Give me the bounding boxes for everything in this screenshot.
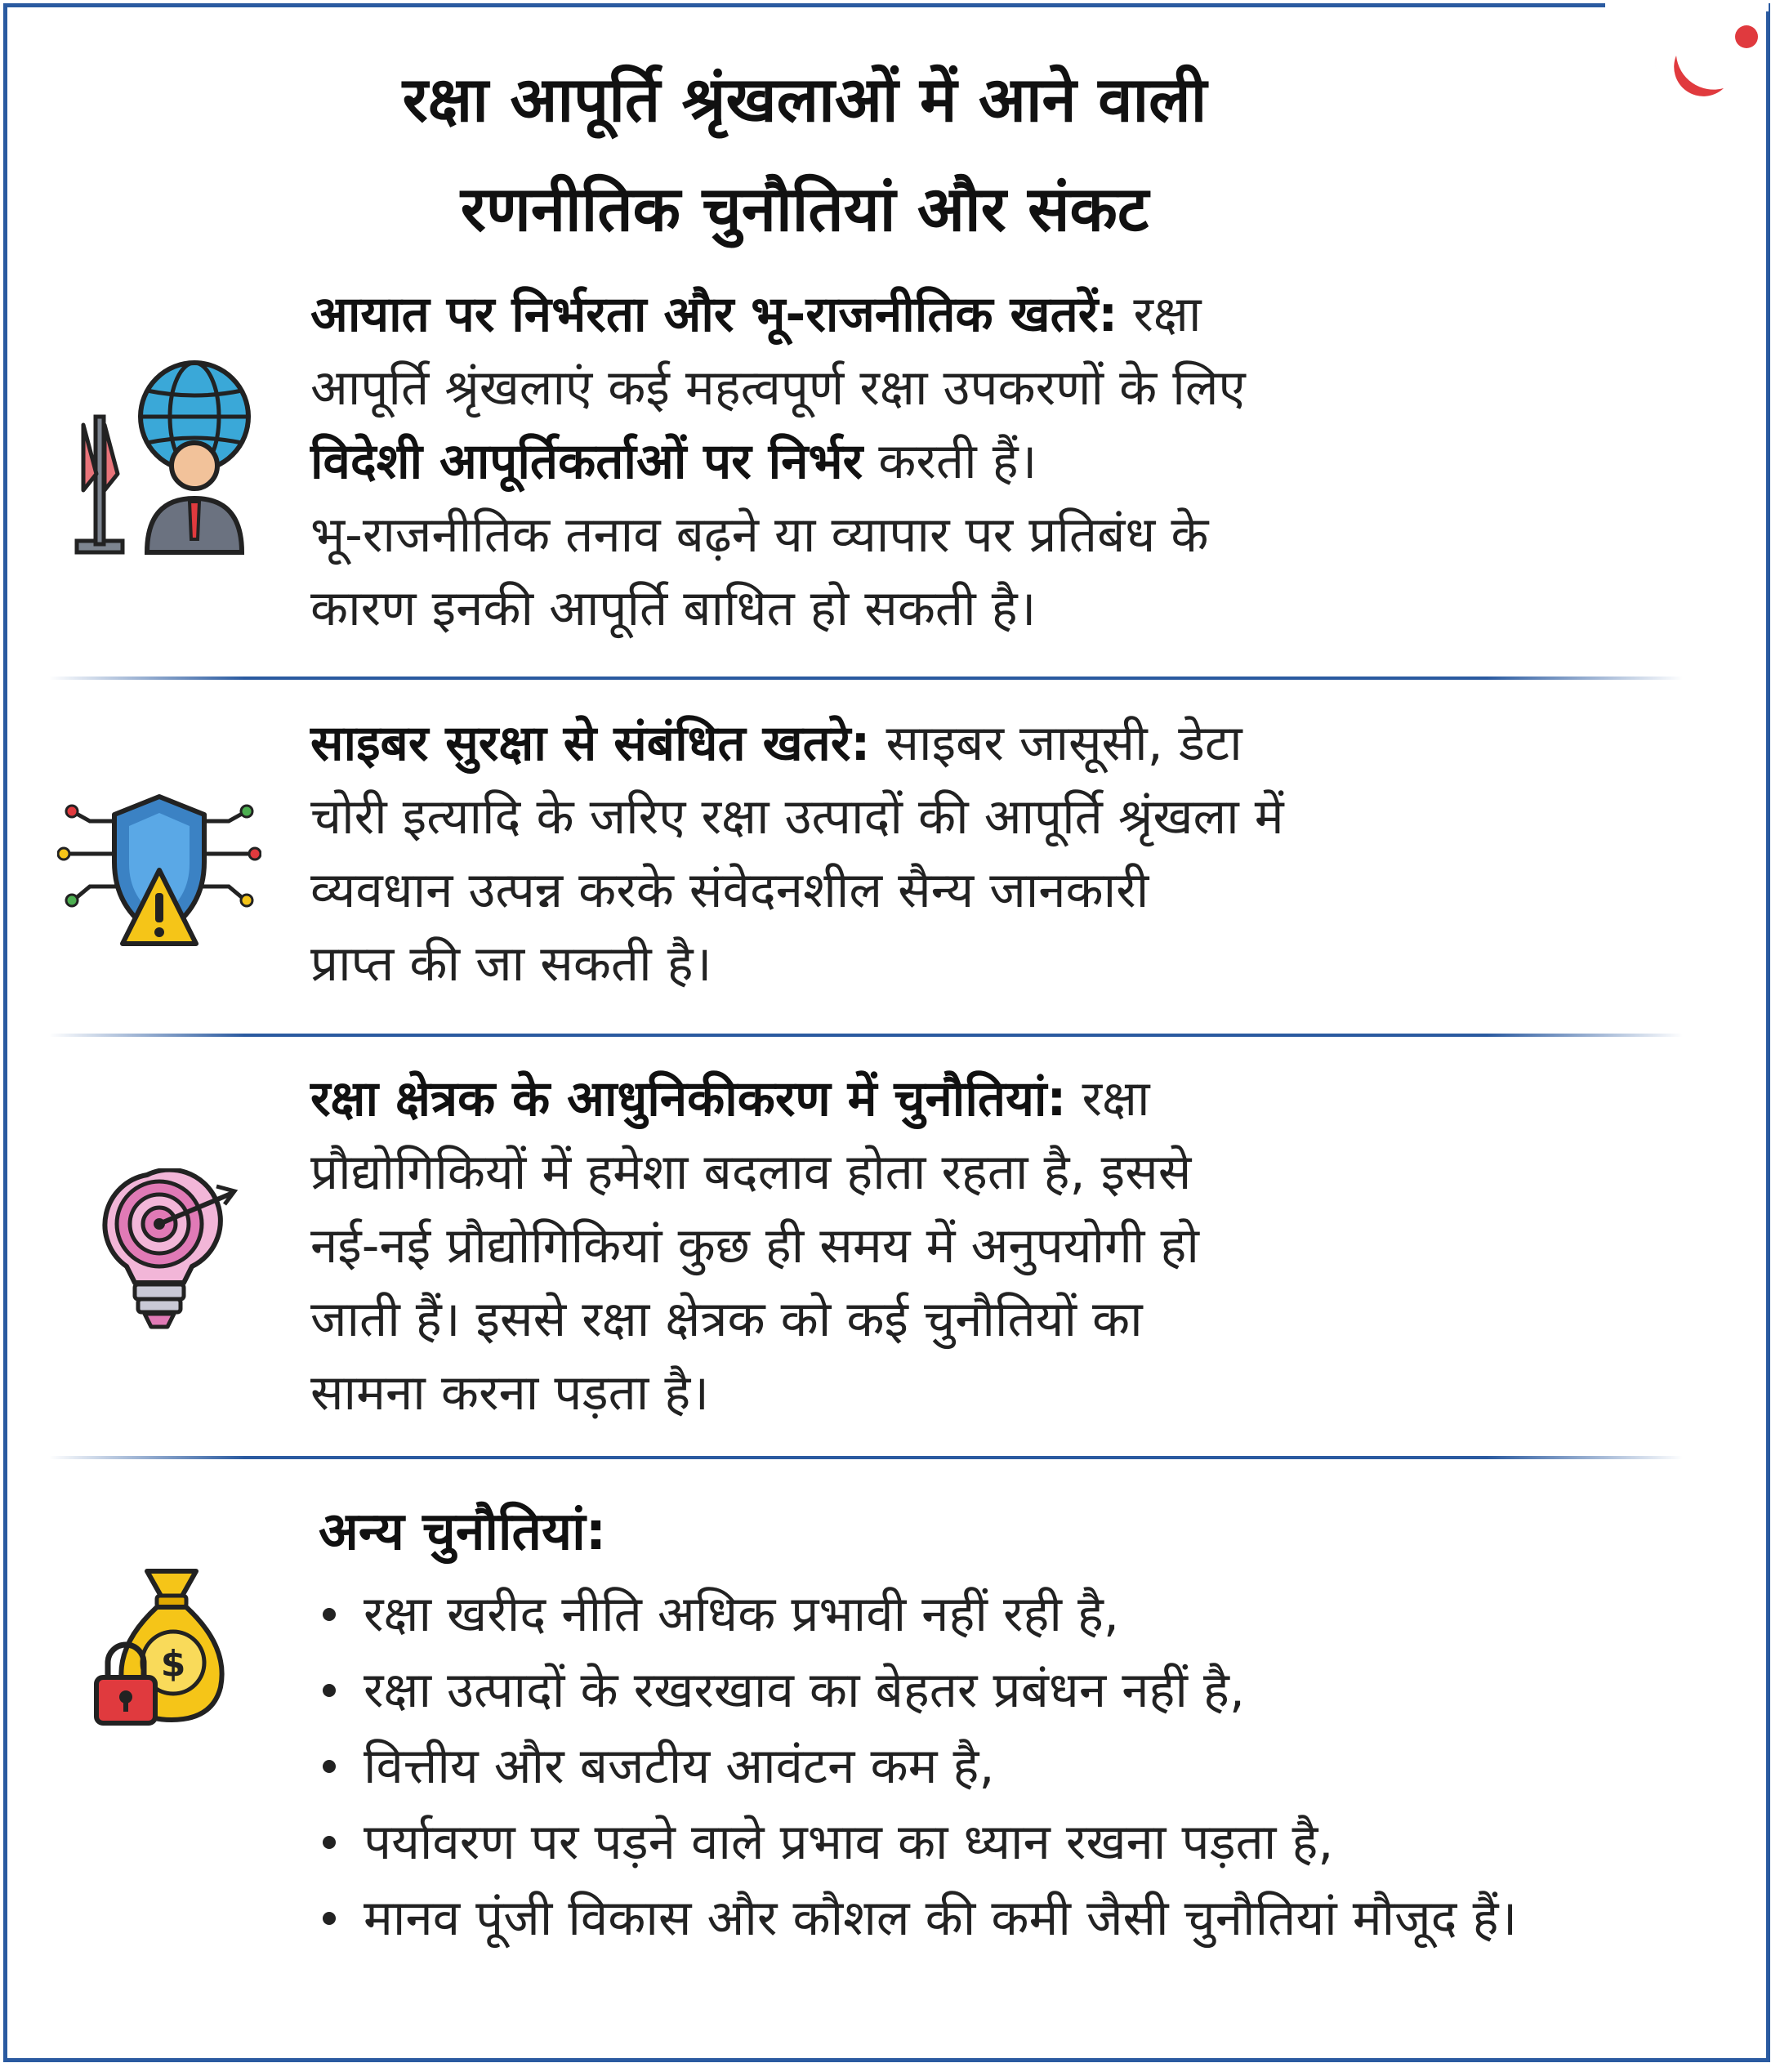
- section-2-line-2: चोरी इत्यादि के जरिए रक्षा उत्पादों की आपूर्ति श्रृंखला में: [310, 788, 1284, 846]
- list-item-text: रक्षा उत्पादों के रखरखाव का बेहतर प्रबंधन नहीं है,: [364, 1662, 1245, 1719]
- brand-logo-icon: [1626, 8, 1773, 114]
- cyber-shield-warning-icon: [57, 788, 261, 952]
- list-item-text: पर्यावरण पर पड़ने वाले प्रभाव का ध्यान रखना पड़ता है,: [364, 1814, 1334, 1871]
- list-item-text: रक्षा खरीद नीति अधिक प्रभावी नहीं रही है,: [364, 1586, 1119, 1643]
- svg-text:$: $: [160, 1643, 186, 1685]
- section-2-line-1: [310, 707, 1732, 780]
- bullet-dot: [323, 1760, 336, 1773]
- section-1-line-2: आपूर्ति श्रृंखलाएं कई महत्वपूर्ण रक्षा उपकरणों के लिए: [310, 359, 1246, 417]
- section-1-line-5: कारण इनकी आपूर्ति बाधित हो सकती है।: [310, 580, 1037, 637]
- section-divider: [49, 1456, 1683, 1459]
- section-3-line-5: सामना करना पड़ता है।: [310, 1364, 710, 1422]
- section-1-heading: आयात पर निर्भरता और भू-राजनीतिक खतरें:: [310, 286, 1118, 343]
- section-divider: [49, 1034, 1683, 1037]
- page-title: [212, 45, 1397, 264]
- section-1-line-3: [310, 425, 1732, 498]
- bullet-dot: [323, 1608, 336, 1621]
- globe-person-flag-icon: [65, 351, 253, 556]
- section-3-line-3: नई-नई प्रौद्योगिकियां कुछ ही समय में अनुपयोगी हो: [310, 1217, 1199, 1275]
- bullet-dot: [323, 1836, 336, 1849]
- list-item: [319, 1653, 1756, 1729]
- bullet-dot: [323, 1684, 336, 1697]
- section-3-line-2: प्रौद्योगिकियों में हमेशा बदलाव होता रहता है, इससे: [310, 1144, 1192, 1201]
- section-2-text: साइबर जासूसी, डेटा: [870, 715, 1242, 772]
- list-item: [319, 1881, 1756, 1957]
- section-1-text: करती हैं।: [863, 433, 1037, 490]
- section-1-text: रक्षा: [1118, 286, 1202, 343]
- section-1-line-1: [310, 278, 1732, 351]
- money-bag-lock-icon: [90, 1565, 229, 1728]
- section-modernization: [310, 1062, 1732, 1430]
- title-line-1: रक्षा आपूर्ति श्रृंखलाओं में आने वाली: [402, 63, 1207, 136]
- section-1-emphasis: विदेशी आपूर्तिकर्ताओं पर निर्भर: [310, 433, 863, 490]
- section-import-dependence: [310, 278, 1732, 645]
- section-3-line-4: जाती हैं। इससे रक्षा क्षेत्रक को कई चुनौतियों का: [310, 1291, 1143, 1348]
- section-3-heading: रक्षा क्षेत्रक के आधुनिकीकरण में चुनौतियां:: [310, 1070, 1067, 1128]
- bullet-dot: [323, 1912, 336, 1925]
- target-bulb-icon: [94, 1168, 241, 1332]
- other-challenges-list: [319, 1577, 1756, 1957]
- section-divider: [49, 677, 1683, 680]
- section-1-line-4: भू-राजनीतिक तनाव बढ़ने या व्यापार पर प्रतिबंध के: [310, 507, 1209, 564]
- list-item-text: वित्तीय और बजटीय आवंटन कम है,: [364, 1738, 995, 1795]
- title-line-2: रणनीतिक चुनौतियां और संकट: [460, 172, 1149, 245]
- section-cyber-security: [310, 707, 1732, 1001]
- section-3-text: रक्षा: [1066, 1070, 1150, 1128]
- section-3-line-1: [310, 1062, 1732, 1136]
- section-2-line-3: व्यवधान उत्पन्न करके संवेदनशील सैन्य जानकारी: [310, 862, 1149, 919]
- list-item: [319, 1577, 1756, 1653]
- section-2-line-4: प्राप्त की जा सकती है।: [310, 936, 712, 993]
- list-item: [319, 1805, 1756, 1881]
- other-challenges-heading: अन्य चुनौतियां:: [319, 1502, 607, 1562]
- list-item-text: मानव पूंजी विकास और कौशल की कमी जैसी चुनौतियां मौजूद हैं।: [364, 1890, 1518, 1947]
- section-2-heading: साइबर सुरक्षा से संबंधित खतरे:: [310, 715, 871, 772]
- list-item: [319, 1729, 1756, 1805]
